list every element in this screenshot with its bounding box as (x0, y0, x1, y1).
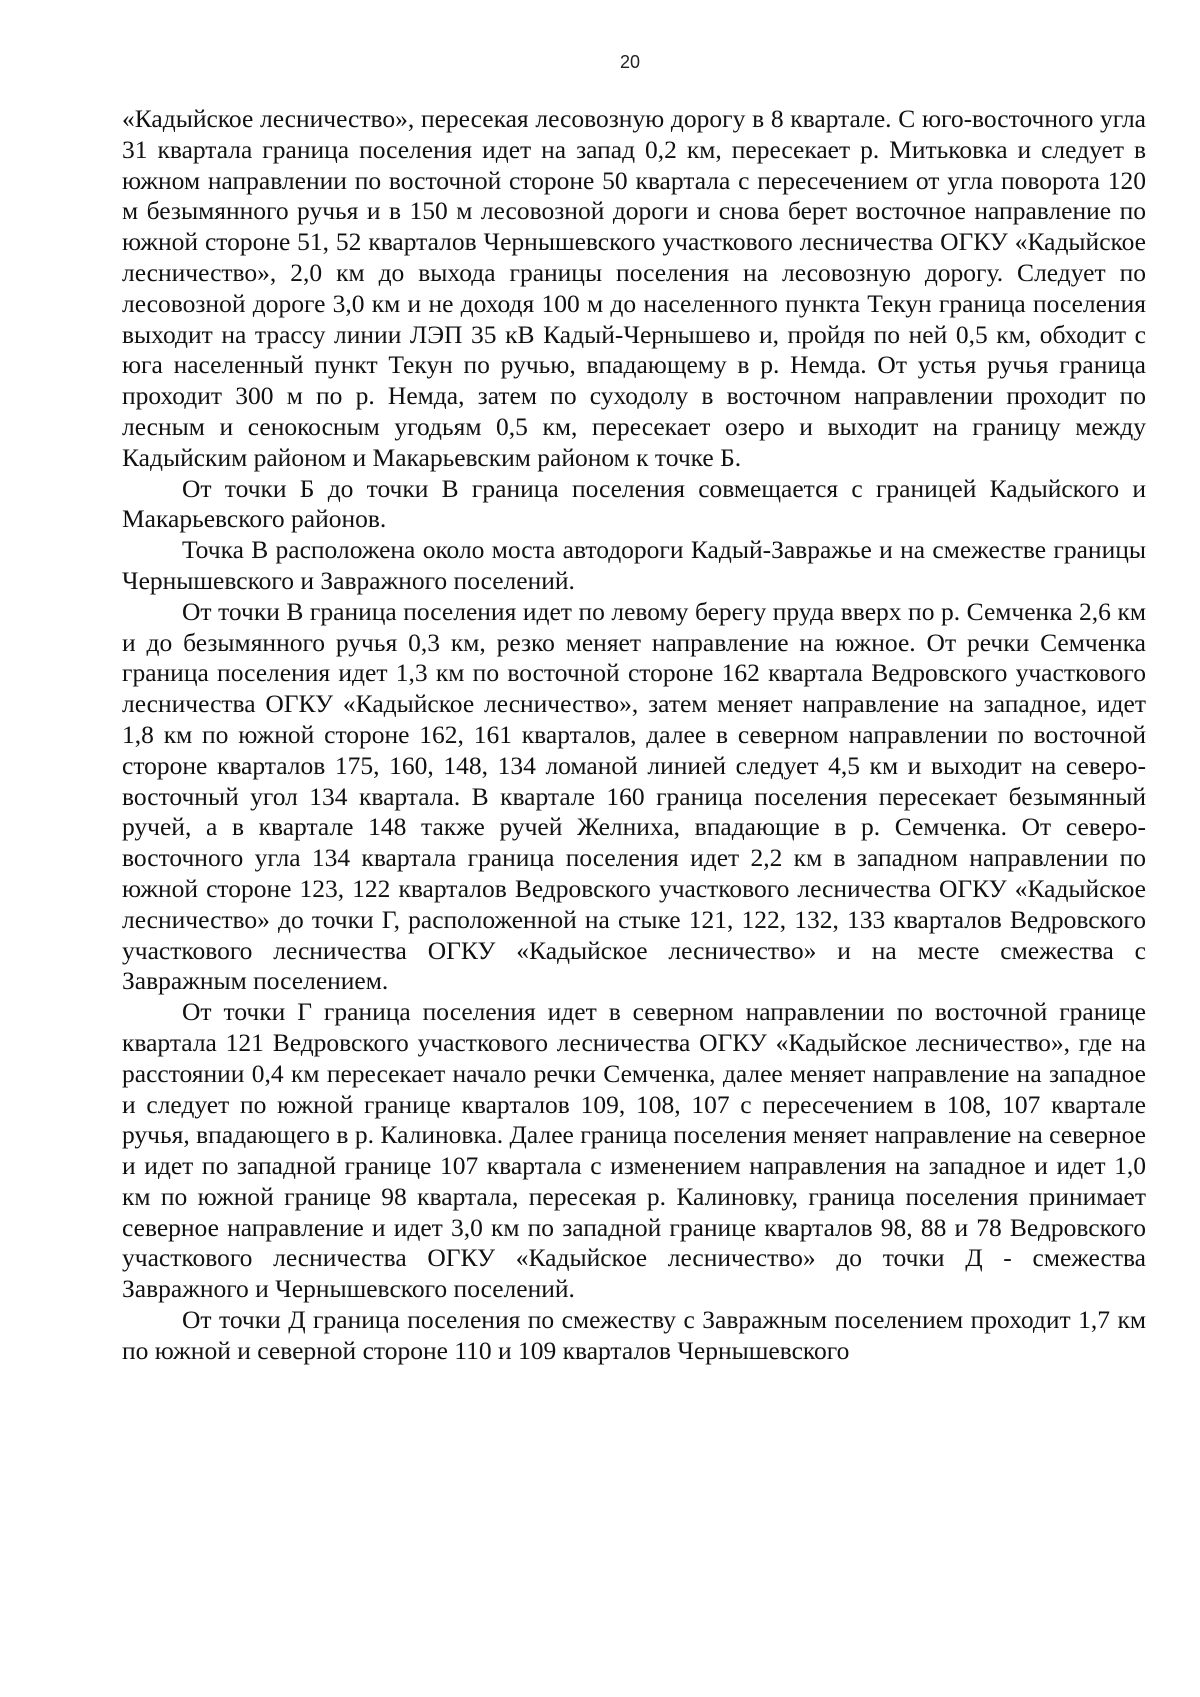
page-number: 20 (619, 52, 641, 72)
paragraph-2: От точки Б до точки В граница поселения совмещается с границей Кадыйского и Макарьевского районов. (122, 473, 1146, 534)
paragraph-4: От точки В граница поселения идет по левому берегу пруда вверх по р. Семченка 2,6 км и до безымянного ручья 0,3 км, резко меняет направление на южное. От речки Семченка граница поселения идет 1,3 км по восточной стороне 162 квартала Ведровского участкового лесничества ОГКУ «Кадыйское лесничество», затем меняет направление на западное, идет 1,8 км по южной стороне 162, 161 кварталов, далее в северном направлении по восточной стороне кварталов 175, 160, 148, 134 ломаной линией следует 4,5 км и выходит на северо-восточный угол 134 квартала. В квартале 160 граница поселения пересекает безымянный ручей, а в квартале 148 также ручей Желниха, впадающие в р. Семченка. От северо-восточного угла 134 квартала граница поселения идет 2,2 км в западном направлении по южной стороне 123, 122 кварталов Ведровского участкового лесничества ОГКУ «Кадыйское лесничество» до точки Г, расположенной на стыке 121, 122, 132, 133 кварталов Ведровского участкового лесничества ОГКУ «Кадыйское лесничество» и на месте смежества с Завражным поселением. (122, 596, 1146, 996)
document-body (122, 104, 1146, 1367)
paragraph-5: От точки Г граница поселения идет в северном направлении по восточной границе квартала 121 Ведровского участкового лесничества ОГКУ «Кадыйское лесничество», где на расстоянии 0,4 км пересекает начало речки Семченка, далее меняет направление на западное и следует по южной границе кварталов 109, 108, 107 с пересечением в 108, 107 квартале ручья, впадающего в р. Калиновка. Далее граница поселения меняет направление на северное и идет по западной границе 107 квартала с изменением направления на западное и идет 1,0 км по южной границе 98 квартала, пересекая р. Калиновку, граница поселения принимает северное направление и идет 3,0 км по западной границе кварталов 98, 88 и 78 Ведровского участкового лесничества ОГКУ «Кадыйское лесничество» до точки Д - смежества Завражного и Чернышевского поселений. (122, 997, 1146, 1304)
paragraph-1: «Кадыйское лесничество», пересекая лесовозную дорогу в 8 квартале. С юго-восточного угла 31 квартала граница поселения идет на запад 0,2 км, пересекает р. Митьковка и следует в южном направлении по восточной стороне 50 квартала с пересечением от угла поворота 120 м безымянного ручья и в 150 м лесовозной дороги и снова берет восточное направление по южной стороне 51, 52 кварталов Чернышевского участкового лесничества ОГКУ «Кадыйское лесничество», 2,0 км до выхода границы поселения на лесовозную дорогу. Следует по лесовозной дороге 3,0 км и не доходя 100 м до населенного пункта Текун граница поселения выходит на трассу линии ЛЭП 35 кВ Кадый-Чернышево и, пройдя по ней 0,5 км, обходит с юга населенный пункт Текун по ручью, впадающему в р. Немда. От устья ручья граница проходит 300 м по р. Немда, затем по суходолу в восточном направлении проходит по лесным и сенокосным угодьям 0,5 км, пересекает озеро и выходит на границу между Кадыйским районом и Макарьевским районом к точке Б. (122, 104, 1146, 472)
paragraph-3: Точка В расположена около моста автодороги Кадый-Завражье и на смежестве границы Чернышевского и Завражного поселений. (122, 535, 1146, 595)
paragraph-6: От точки Д граница поселения по смежеству с Завражным поселением проходит 1,7 км по южной и северной стороне 110 и 109 кварталов Чернышевского (122, 1305, 1146, 1365)
